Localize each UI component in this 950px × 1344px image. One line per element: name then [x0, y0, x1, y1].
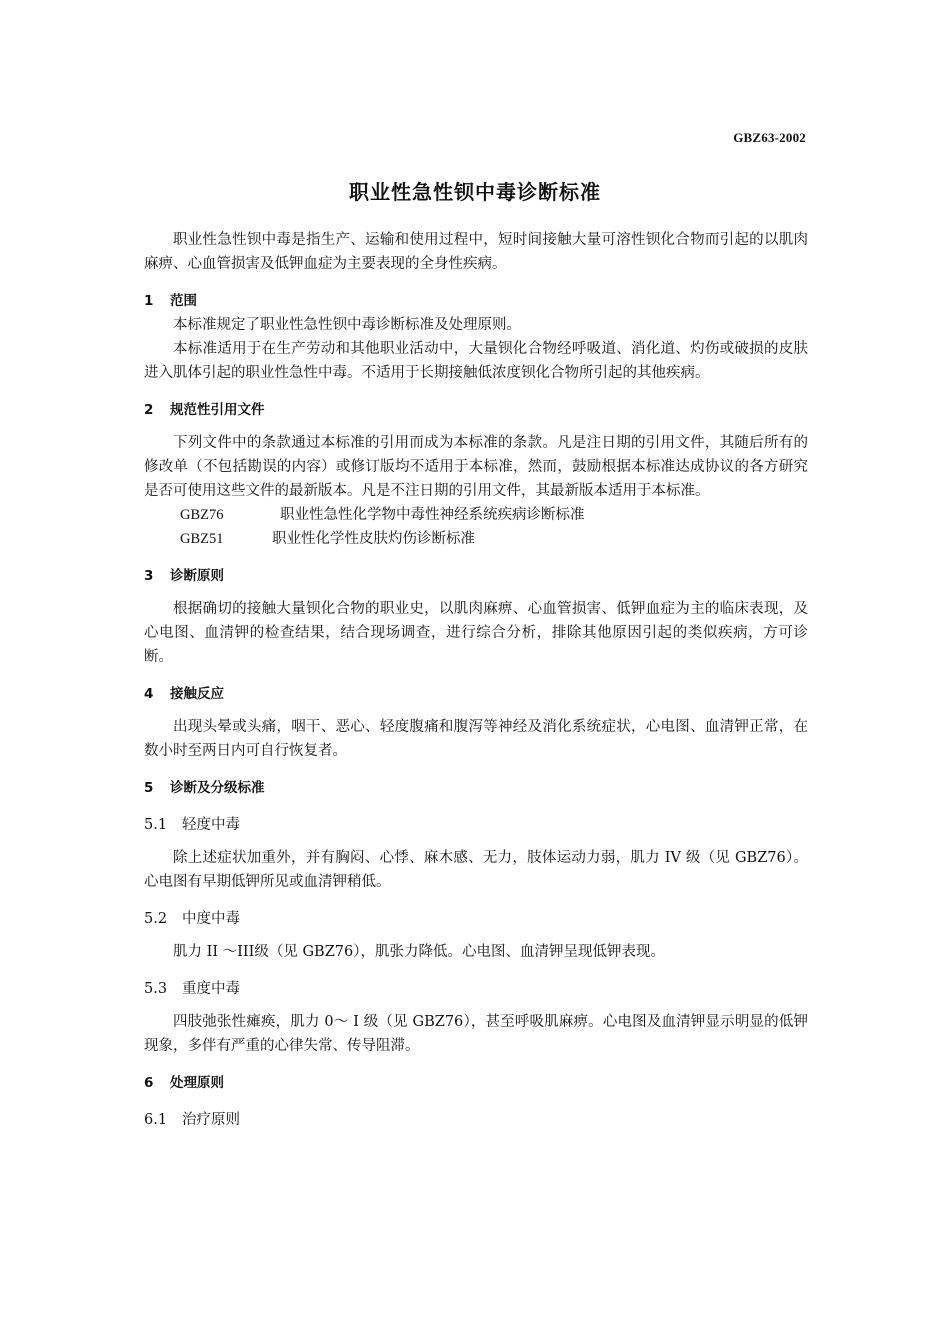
section-number: 5 [144, 780, 154, 796]
reference-item [144, 527, 808, 551]
section-1-paragraph-2: 本标准适用于在生产劳动和其他职业活动中，大量钡化合物经呼吸道、消化道、灼伤或破损的皮肤进入肌体引起的职业性急性中毒。不适用于长期接触低浓度钡化合物所引起的其他疾病。 [144, 341, 808, 381]
subsection-number: 5.2 [144, 911, 168, 927]
section-1-paragraph-1: 本标准规定了职业性急性钡中毒诊断标准及处理原则。 [173, 317, 521, 333]
section-4-heading [144, 682, 808, 706]
section-number: 4 [144, 686, 154, 702]
subsection-5-3-paragraph: 四肢弛张性瘫痪，肌力 0～ I 级（见 GBZ76），甚至呼吸肌麻痹。心电图及血清钾显示明显的低钾现象，多伴有严重的心律失常、传导阻滞。 [144, 1014, 808, 1054]
section-number: 1 [144, 293, 154, 309]
subsection-5-1-paragraph: 除上述症状加重外，并有胸闷、心悸、麻木感、无力，肢体运动力弱，肌力 IV 级（见 GBZ76）。心电图有早期低钾所见或血清钾稍低。 [144, 850, 808, 890]
document-body [144, 228, 808, 1132]
intro-paragraph: 职业性急性钡中毒是指生产、运输和使用过程中，短时间接触大量可溶性钡化合物而引起的以肌肉麻痹、心血管损害及低钾血症为主要表现的全身性疾病。 [144, 232, 808, 272]
subsection-title: 重度中毒 [182, 981, 240, 997]
section-title: 范围 [170, 293, 197, 309]
reference-code: GBZ51 [180, 531, 224, 547]
reference-name: 职业性化学性皮肤灼伤诊断标准 [272, 531, 475, 547]
document-title: 职业性急性钡中毒诊断标准 [349, 180, 601, 204]
section-title: 处理原则 [170, 1075, 224, 1091]
section-title: 接触反应 [170, 686, 224, 702]
section-3-paragraph-1: 根据确切的接触大量钡化合物的职业史，以肌肉麻痹、心血管损害、低钾血症为主的临床表现，及心电图、血清钾的检查结果，结合现场调查，进行综合分析，排除其他原因引起的类似疾病，方可诊断。 [144, 601, 808, 665]
subsection-title: 轻度中毒 [182, 817, 240, 833]
subsection-title: 治疗原则 [182, 1112, 240, 1128]
section-1-heading [144, 289, 808, 313]
section-3-heading [144, 564, 808, 588]
section-2-heading [144, 398, 808, 422]
subsection-title: 中度中毒 [182, 911, 240, 927]
document-number: GBZ63-2002 [733, 130, 806, 145]
section-title: 规范性引用文件 [170, 402, 265, 418]
section-title: 诊断及分级标准 [170, 780, 265, 796]
section-4-paragraph-1: 出现头晕或头痛，咽干、恶心、轻度腹痛和腹泻等神经及消化系统症状，心电图、血清钾正常，在数小时至两日内可自行恢复者。 [144, 719, 808, 759]
subsection-5-2-paragraph: 肌力 II ～III级（见 GBZ76），肌张力降低。心电图、血清钾呈现低钾表现。 [173, 944, 665, 960]
subsection-6-1-heading [144, 1108, 808, 1132]
section-5-heading [144, 776, 808, 800]
reference-name: 职业性急性化学物中毒性神经系统疾病诊断标准 [280, 507, 585, 523]
section-2-paragraph-1: 下列文件中的条款通过本标准的引用而成为本标准的条款。凡是注日期的引用文件，其随后所有的修改单（不包括勘误的内容）或修订版均不适用于本标准，然而，鼓励根据本标准达成协议的各方研究是否可使用这些文件的最新版本。凡是不注日期的引用文件，其最新版本适用于本标准。 [144, 435, 808, 499]
subsection-5-1-heading [144, 813, 808, 837]
reference-code: GBZ76 [180, 507, 224, 523]
subsection-number: 6.1 [144, 1112, 168, 1128]
section-title: 诊断原则 [170, 568, 224, 584]
section-number: 6 [144, 1075, 154, 1091]
subsection-number: 5.3 [144, 981, 168, 997]
subsection-5-3-heading [144, 977, 808, 1001]
section-number: 2 [144, 402, 154, 418]
subsection-number: 5.1 [144, 817, 168, 833]
reference-item [144, 503, 808, 527]
section-6-heading [144, 1071, 808, 1095]
subsection-5-2-heading [144, 907, 808, 931]
section-number: 3 [144, 568, 154, 584]
